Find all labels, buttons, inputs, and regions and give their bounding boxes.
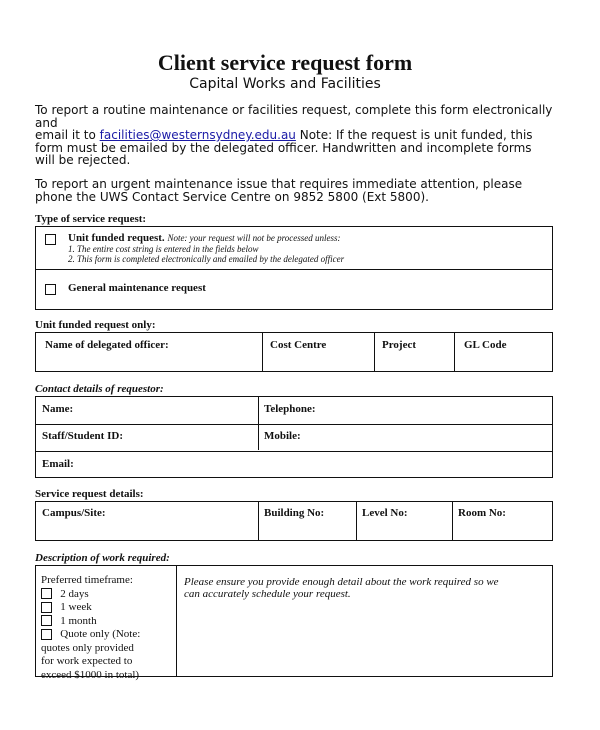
- unit-divider-2: [374, 333, 375, 371]
- unit-section-label: Unit funded request only:: [35, 319, 156, 331]
- mobile-label: Mobile:: [264, 430, 301, 442]
- work-section-label: Description of work required:: [35, 552, 170, 564]
- facilities-email-link[interactable]: facilities@westernsydney.edu.au: [99, 128, 296, 142]
- checkbox-quote-only[interactable]: [41, 629, 52, 640]
- unit-condition-1: 1. The entire cost string is entered in the fields below: [68, 244, 259, 254]
- unit-funded-box: [35, 332, 553, 372]
- campus-label: Campus/Site:: [42, 507, 106, 519]
- name-label: Name:: [42, 403, 74, 415]
- contact-col-divider: [258, 397, 259, 450]
- service-divider-2: [356, 502, 357, 540]
- intro-paragraph: [35, 104, 555, 167]
- service-box: [35, 501, 553, 541]
- type-request-box: [35, 226, 553, 310]
- service-section-label: Service request details:: [35, 488, 144, 500]
- general-maintenance-label: General maintenance request: [68, 282, 206, 294]
- intro-email-prefix: email it to: [35, 128, 96, 142]
- type-box-divider: [36, 269, 552, 270]
- room-label: Room No:: [458, 507, 506, 519]
- service-divider-1: [258, 502, 259, 540]
- timeframe-block: [41, 574, 140, 682]
- option-quote-label: Quote only (Note:: [60, 628, 141, 640]
- timeframe-label: Preferred timeframe:: [41, 574, 133, 586]
- intro-line1: To report a routine maintenance or facilities request, complete this form electronically and: [35, 103, 553, 130]
- unit-condition-2: 2. This form is completed electronically and emailed by the delegated officer: [68, 254, 345, 264]
- form-title: Client service request form: [157, 50, 413, 75]
- project-label: Project: [382, 339, 416, 351]
- intro-note: Note: If the request is unit funded, this form must be emailed by the delegated officer. Handwritten and incomplete forms will be rejected.: [35, 128, 533, 167]
- unit-funded-note: Note: your request will not be processed unless:: [167, 233, 341, 243]
- work-detail-note: Please ensure you provide enough detail about the work required so we can accurately schedule your request.: [184, 576, 499, 600]
- level-label: Level No:: [362, 507, 408, 519]
- checkbox-1-month[interactable]: [41, 615, 52, 626]
- building-label: Building No:: [264, 507, 325, 519]
- timeframe-option-quote: [41, 628, 140, 642]
- email-label: Email:: [42, 458, 74, 470]
- checkbox-2-days[interactable]: [41, 588, 52, 599]
- timeframe-option-1-week: [41, 601, 140, 615]
- option-1-week-label: 1 week: [60, 601, 92, 613]
- unit-funded-checkbox[interactable]: [45, 234, 56, 245]
- checkbox-1-week[interactable]: [41, 602, 52, 613]
- general-maintenance-checkbox[interactable]: [45, 284, 56, 295]
- quote-note-line-1: quotes only provided: [41, 641, 134, 654]
- contact-section-label: Contact details of requestor:: [35, 383, 164, 395]
- gl-code-label: GL Code: [464, 339, 507, 351]
- option-2-days-label: 2 days: [60, 587, 89, 600]
- option-1-month-label: 1 month: [60, 614, 97, 627]
- delegated-officer-label: Name of delegated officer:: [45, 339, 169, 351]
- timeframe-option-1-month: [41, 615, 140, 629]
- form-subtitle: Capital Works and Facilities: [189, 76, 381, 92]
- type-section-label: Type of service request:: [35, 213, 147, 225]
- service-divider-3: [452, 502, 453, 540]
- cost-centre-label: Cost Centre: [270, 339, 327, 351]
- contact-row-divider-2: [36, 451, 552, 452]
- staff-id-label: Staff/Student ID:: [42, 430, 123, 442]
- contact-box: [35, 396, 553, 478]
- unit-divider-3: [454, 333, 455, 371]
- work-col-divider: [176, 566, 177, 676]
- timeframe-option-2-days: [41, 588, 140, 602]
- quote-note-line-3: exceed $1000 in total): [41, 668, 140, 681]
- urgent-paragraph: To report an urgent maintenance issue that requires immediate attention, please phone the UWS Contact Service Centre on 9852 5800 (Ext 5800).: [35, 177, 523, 204]
- contact-row-divider-1: [36, 424, 552, 425]
- quote-note-line-2: for work expected to: [41, 655, 133, 667]
- telephone-label: Telephone:: [264, 403, 316, 415]
- work-box: [35, 565, 553, 681]
- unit-funded-row: [68, 232, 341, 244]
- unit-funded-label: Unit funded request.: [68, 232, 165, 244]
- unit-divider-1: [262, 333, 263, 371]
